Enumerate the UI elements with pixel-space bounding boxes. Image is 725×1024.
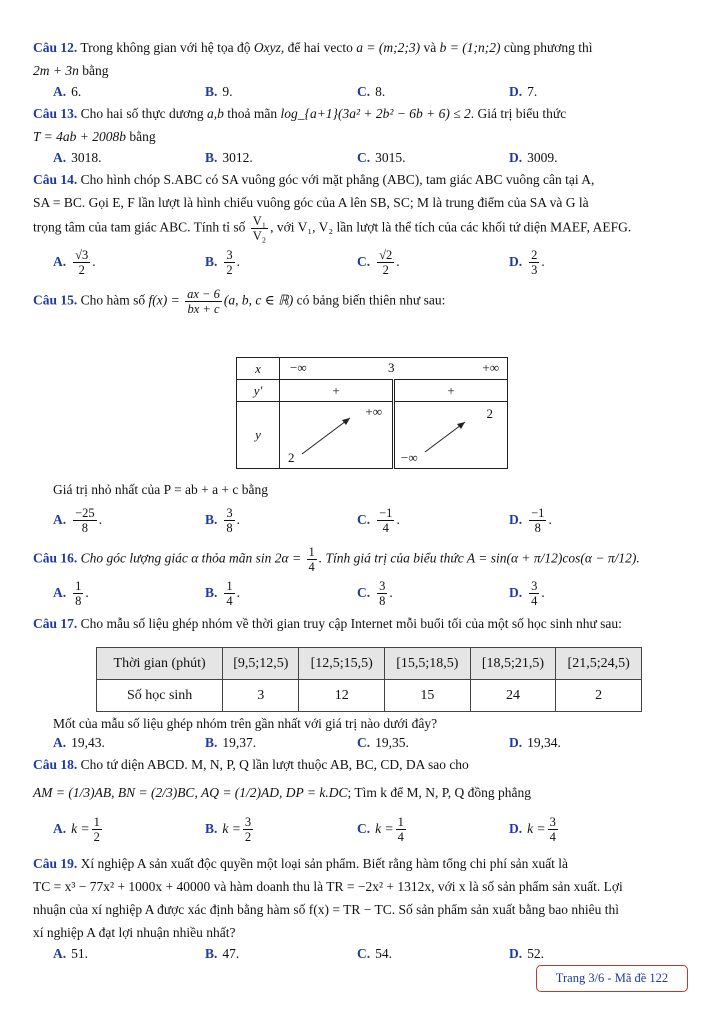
option-c[interactable]: C. 3015.	[357, 150, 406, 165]
option-a[interactable]: A. $\frac{1}{8}$ .	[53, 578, 89, 608]
question-18: Câu 18. Cho tứ diện ABCD. M, N, P, Q lần lượt thuộc AB, BC, CD, DA sao cho AM = (1/3)AB, BN = (2/3)BC, AQ = (1/2)AD, DP = k.DC; Tìm k để M, N, P, Q đồng phẳng	[33, 757, 532, 800]
function-fraction: $\frac{ax - 6}{bx + c}$	[187, 287, 220, 316]
page-footer: Trang 3/6 - Mã đề 122	[536, 965, 688, 992]
option-c[interactable]: C. $\frac{-1}{4}$ .	[357, 505, 400, 535]
option-a[interactable]: A. 6.	[53, 84, 82, 99]
options-row	[53, 574, 693, 612]
option-d[interactable]: D. k = $\frac{3}{4}$	[509, 814, 556, 844]
options-row	[53, 501, 693, 539]
option-d[interactable]: D. 52.	[509, 946, 544, 961]
option-b[interactable]: B. k = $\frac{3}{2}$	[205, 814, 252, 844]
option-c[interactable]: C. 54.	[357, 946, 392, 961]
question-label: Câu 16.	[33, 550, 78, 566]
option-d[interactable]: D. $\frac{2}{3}$ .	[509, 247, 545, 277]
option-b[interactable]: B. 47.	[205, 946, 240, 961]
option-c[interactable]: C. k = $\frac{1}{4}$	[357, 814, 404, 844]
question-label: Câu 18.	[33, 757, 78, 772]
question-13: Câu 13. Cho hai số thực dương a,b thoả mãn log_{a+1}(3a² + 2b² − 6b + 6) ≤ 2. Giá trị biểu thức T = 4ab + 2008b bằng	[33, 106, 567, 144]
option-d[interactable]: D. 3009.	[509, 150, 558, 165]
vector-condition: AM = (1/3)AB, BN = (2/3)BC, AQ = (1/2)AD, DP = k.DC	[33, 785, 348, 800]
option-a[interactable]: A. k = $\frac{1}{2}$	[53, 814, 100, 844]
question-15: Câu 15. Cho hàm số f(x) = $\frac{ax - 6}{bx + c}$ (a, b, c ∈ ℝ) có bảng biến thiên như sau:	[33, 287, 446, 316]
option-b[interactable]: B. $\frac{3}{2}$ .	[205, 247, 241, 277]
vector-b: b = (1;n;2)	[439, 40, 501, 55]
option-d[interactable]: D. $\frac{3}{4}$ .	[509, 578, 545, 608]
options-row	[53, 148, 693, 168]
option-b[interactable]: B. 19,37.	[205, 735, 257, 750]
option-a[interactable]: A. 51.	[53, 946, 88, 961]
frequency-table: Thời gian (phút) [9,5;12,5) [12,5;15,5) [15,5;18,5) [18,5;21,5) [21,5;24,5) Số học sinh 3 12 15 24 2	[96, 647, 642, 712]
question-label: Câu 15.	[33, 292, 78, 308]
options-row	[53, 82, 693, 102]
option-d[interactable]: D. 7.	[509, 84, 538, 99]
question-19: Câu 19. Xí nghiệp A sản xuất độc quyền một loại sản phẩm. Biết rằng hàm tổng chi phí sản xuất là TC = x³ − 77x² + 1000x + 40000 và hàm doanh thu là TR = −2x² + 1312x, với x là số sản phẩm sản xuất. Lợi nhuận của xí nghiệp A được xác định bằng hàm số f(x) = TR − TC. Số sản phẩm sản xuất bằng bao nhiêu thì xí nghiệp A đạt lợi nhuận nhiều nhất?	[33, 856, 623, 940]
option-d[interactable]: D. $\frac{-1}{8}$ .	[509, 505, 552, 535]
option-b[interactable]: B. 9.	[205, 84, 233, 99]
question-12: Câu 12. Trong không gian với hệ tọa độ Oxyz, để hai vecto a = (m;2;3) và b = (1;n;2) cùng phương thì 2m + 3n bằng	[33, 40, 593, 78]
question-label: Câu 17.	[33, 616, 78, 631]
variation-table: x −∞ 3 +∞ y′ + + y 2 +∞ −∞ 2	[236, 357, 508, 469]
option-c[interactable]: C. 19,35.	[357, 735, 409, 750]
option-b[interactable]: B. 3012.	[205, 150, 253, 165]
option-b[interactable]: B. $\frac{1}{4}$ .	[205, 578, 241, 608]
option-c[interactable]: C. $\frac{3}{8}$ .	[357, 578, 393, 608]
option-a[interactable]: A. 3018.	[53, 150, 102, 165]
option-a[interactable]: A. $\frac{√3}{2}$ .	[53, 247, 96, 277]
question-17: Câu 17. Cho mẫu số liệu ghép nhóm về thời gian truy cập Internet mỗi buổi tối của một số học sinh như sau:	[33, 616, 622, 631]
options-row	[53, 733, 693, 753]
options-row	[53, 243, 693, 281]
exam-page-bottom: Mốt của mẫu số liệu ghép nhóm trên gần nhất với giá trị nào dưới đây? A. 19,43. B. 19,37. C. 19,35. D. 19,34. Câu 18. Cho tứ diện ABCD. M, N, P, Q lần lượt thuộc AB, BC, CD, DA sao cho AM = (1/3)AB, BN = (2/3)BC, AQ = (1/2)AD, DP = k.DC; Tìm k để M, N, P, Q đồng phẳng A. k = $\frac{1}{2}$ B. k = $\frac{3}{2}$ C. k = $\frac{1}{4}$ D. k = $\frac{3}{4}$ Câu 19. Xí nghiệp A sản xuất độc quyền một loại sản phẩm. Biết rằng hàm tổng chi phí sản xuất là TC = x³ − 77x² + 1000x + 40000 và hàm doanh thu là TR = −2x² + 1312x, với x là số sản phẩm sản xuất. Lợi nhuận của xí nghiệp A được xác định bằng hàm số f(x) = TR − TC. Số sản phẩm sản xuất bằng bao nhiêu thì xí nghiệp A đạt lợi nhuận nhiều nhất? A. 51. B. 47. C. 54. D. 52.	[33, 714, 693, 964]
question-label: Câu 19.	[33, 856, 78, 871]
exam-page-continued: Giá trị nhỏ nhất của P = ab + a + c bằng A. $\frac{-25}{8}$ . B. $\frac{3}{8}$ . C. $\frac{-1}{4}$ . D. $\frac{-1}{8}$ . Câu 16. Cho góc lượng giác α thỏa mãn sin 2α = $\frac{1}{4}$ . Tính giá trị của biểu thức A = sin(α + π/12)cos(α − π/12). A. $\frac{1}{8}$ . B. $\frac{1}{4}$ . C. $\frac{3}{8}$ . D. $\frac{3}{4}$ . Câu 17. Cho mẫu số liệu ghép nhóm về thời gian truy cập Internet mỗi buổi tối của một số học sinh như sau:	[33, 478, 693, 635]
option-c[interactable]: C. $\frac{√2}{2}$ .	[357, 247, 400, 277]
option-d[interactable]: D. 19,34.	[509, 735, 561, 750]
option-b[interactable]: B. $\frac{3}{8}$ .	[205, 505, 241, 535]
volume-ratio: $\frac{\text{V₁}}{\text{V₂}}$	[252, 214, 267, 243]
option-a[interactable]: A. $\frac{-25}{8}$ .	[53, 505, 103, 535]
question-label: Câu 12.	[33, 40, 78, 55]
options-row	[53, 944, 693, 964]
options-row	[53, 810, 693, 848]
question-label: Câu 14.	[33, 172, 78, 187]
option-c[interactable]: C. 8.	[357, 84, 386, 99]
question-label: Câu 13.	[33, 106, 78, 121]
exam-page	[33, 36, 693, 316]
option-a[interactable]: A. 19,43.	[53, 735, 105, 750]
question-14: Câu 14. Cho hình chóp S.ABC có SA vuông góc với mặt phẳng (ABC), tam giác ABC vuông cân tại A, SA = BC. Gọi E, F lần lượt là hình chiếu vuông góc của A lên SB, SC; M là trung điểm của SA và G là trọng tâm của tam giác ABC. Tính tỉ số $\frac{\text{V₁}}{\text{V₂}}$ , với V₁, V₂ lần lượt là thể tích của các khối tứ diện MAEF, AEFG.	[33, 172, 632, 243]
vector-a: a = (m;2;3)	[356, 40, 421, 55]
log-condition: log_{a+1}(3a² + 2b² − 6b + 6) ≤ 2	[280, 106, 471, 121]
question-16: Câu 16. Cho góc lượng giác α thỏa mãn sin 2α = $\frac{1}{4}$ . Tính giá trị của biểu thức A = sin(α + π/12)cos(α − π/12).	[33, 545, 640, 574]
